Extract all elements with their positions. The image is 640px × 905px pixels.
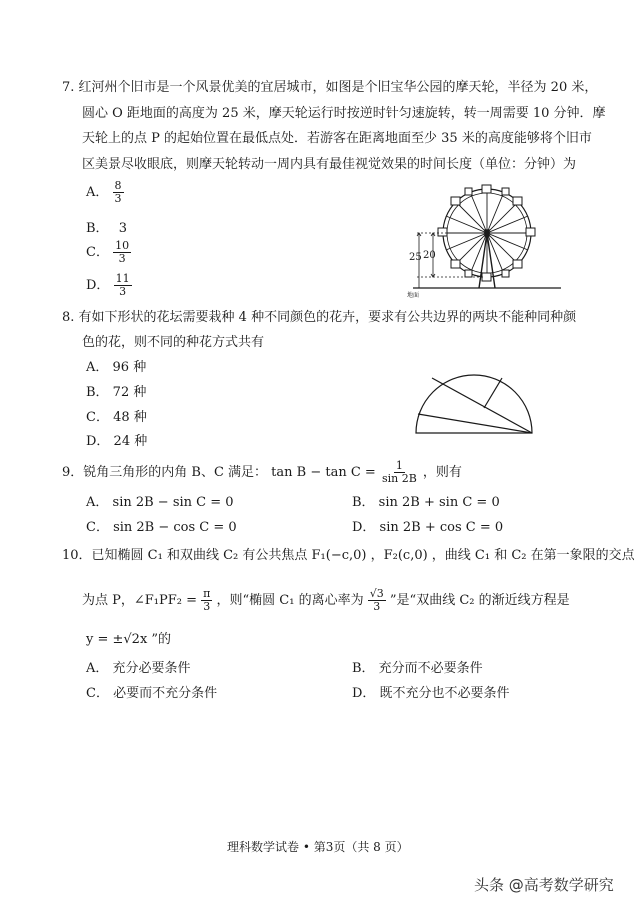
q10-stem-line-1: 10．已知椭圆 C₁ 和双曲线 C₂ 有公共焦点 F₁(−c,0) ，F₂(c,0) ，曲线 C₁ 和 C₂ 在第一象限的交点 <box>62 548 635 563</box>
q7-option-b <box>86 217 127 236</box>
q7-option-b-label: B． <box>86 221 109 236</box>
q7-option-a <box>86 180 124 205</box>
q10-angle-denominator: 3 <box>203 600 211 613</box>
q9-option-d: D． sin 2B + cos C = 0 <box>352 520 504 535</box>
q7-stem-line-1: 7. 红河州个旧市是一个风景优美的宜居城市，如图是个旧宝华公园的摩天轮，半径为 20 米， <box>62 80 598 95</box>
q8-option-d: D． 24 种 <box>86 434 148 449</box>
q9-stem <box>62 460 462 485</box>
q10-option-b: B． 充分而不必要条件 <box>352 661 483 676</box>
q7-option-d-denominator: 3 <box>119 285 127 298</box>
q10-line-2-text: 为点 P，∠F₁PF₂ = <box>82 593 198 608</box>
q9-option-b: B． sin 2B + sin C = 0 <box>352 495 500 510</box>
q7-option-a-numerator: 8 <box>114 179 122 192</box>
q7-stem-line-4: 区美景尽收眼底，则摩天轮转动一周内具有最佳视觉效果的时间长度（单位：分钟）为 <box>82 157 577 172</box>
q8-option-c: C． 48 种 <box>86 410 147 425</box>
q7-option-c-numerator: 10 <box>115 239 130 252</box>
flower-bed-outline <box>416 375 532 433</box>
figure-label-20: 20 <box>423 250 436 261</box>
flower-bed-divider-3 <box>484 378 502 408</box>
q10-line-2-middle: ，则“椭圆 C₁ 的离心率为 <box>216 593 364 608</box>
q10-angle-fraction <box>201 588 212 613</box>
q7-option-a-denominator: 3 <box>114 192 122 205</box>
q7-option-d-numerator: 11 <box>115 272 130 285</box>
q9-fraction-numerator: 1 <box>395 459 403 472</box>
q10-stem-line-2 <box>82 588 570 613</box>
source-watermark: 头条 @高考数学研究 <box>474 876 614 894</box>
q10-option-d: D． 既不充分也不必要条件 <box>352 686 510 701</box>
q10-eccentricity-numerator: √3 <box>369 587 384 600</box>
q7-option-a-label: A． <box>86 185 109 200</box>
q9-stem-text: 9．锐角三角形的内角 B、C 满足： tan B − tan C = <box>62 465 376 480</box>
q9-fraction-denominator: sin 2B <box>381 472 417 485</box>
q10-eccentricity-fraction <box>368 588 386 613</box>
q10-eccentricity-denominator: 3 <box>373 600 381 613</box>
q10-option-c: C． 必要而不充分条件 <box>86 686 218 701</box>
q7-option-c-label: C． <box>86 245 109 260</box>
q7-option-d-fraction <box>114 273 132 298</box>
q7-option-d <box>86 273 132 298</box>
q8-stem-line-1: 8. 有如下形状的花坛需要栽种 4 种不同颜色的花卉，要求有公共边界的两块不能种同种颜 <box>62 310 577 325</box>
q7-option-c-denominator: 3 <box>118 252 126 265</box>
figure-label-ground: 地面 <box>407 292 420 298</box>
q9-stem-tail: ，则有 <box>422 465 462 480</box>
q10-angle-numerator: π <box>203 587 211 600</box>
q7-option-a-fraction <box>113 180 124 205</box>
q7-option-b-value: 3 <box>118 221 127 236</box>
q7-option-d-label: D． <box>86 278 110 293</box>
q9-option-c: C． sin 2B − cos C = 0 <box>86 520 237 535</box>
page-footer: 理科数学试卷 • 第3页（共 8 页） <box>227 840 409 854</box>
q7-stem-line-2: 圆心 O 距地面的高度为 25 米，摩天轮运行时按逆时针匀速旋转，转一周需要 10 分钟．摩 <box>82 106 606 121</box>
ferris-wheel-figure <box>405 180 565 298</box>
q7-stem-line-3: 天轮上的点 P 的起始位置在最低点处．若游客在距离地面至少 35 米的高度能够将个旧市 <box>82 131 592 146</box>
q10-option-a: A． 充分必要条件 <box>86 661 191 676</box>
q9-fraction <box>380 460 419 485</box>
q8-stem-line-2: 色的花，则不同的种花方式共有 <box>82 335 265 350</box>
q7-option-c-fraction <box>113 240 131 265</box>
q8-option-a: A． 96 种 <box>86 360 147 375</box>
q10-stem-line-3: y = ±√2x ”的 <box>86 632 172 647</box>
q10-line-2-tail: ”是“双曲线 C₂ 的渐近线方程是 <box>389 593 570 608</box>
q7-option-c <box>86 240 131 265</box>
figure-label-25: 25 <box>409 252 422 263</box>
flower-bed-figure <box>412 358 536 438</box>
q9-option-a: A． sin 2B − sin C = 0 <box>86 495 234 510</box>
q8-option-b: B． 72 种 <box>86 385 147 400</box>
